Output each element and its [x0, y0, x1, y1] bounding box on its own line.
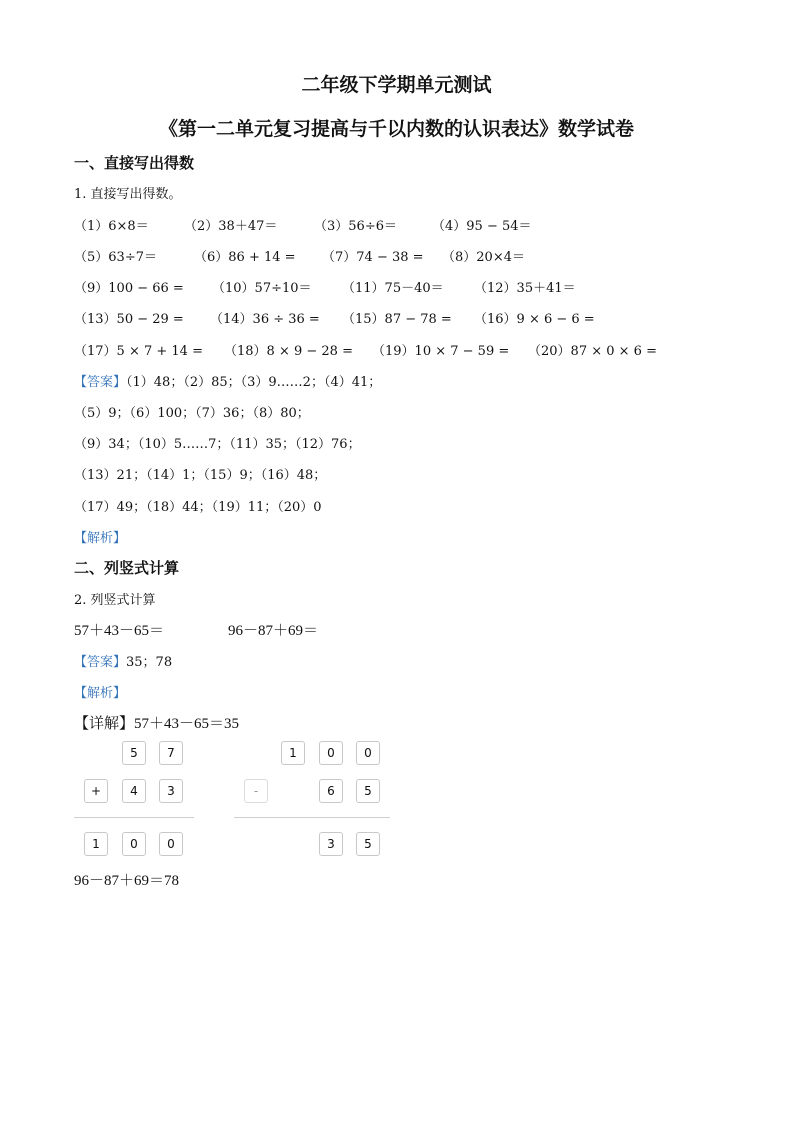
answer-line-1 [74, 371, 381, 390]
digit-box: 0 [122, 832, 146, 856]
answer-line-2: （5）9；（6）100；（7）36；（8）80； [74, 406, 310, 421]
answer-text-1: （1）48；（2）85；（3）9……2；（4）41； [126, 375, 382, 390]
digit-box: 0 [356, 741, 380, 765]
problem-2: （2）38＋47＝ [184, 219, 278, 234]
expression-2: 96－87＋69＝ [228, 623, 319, 639]
digit-box: 0 [319, 741, 343, 765]
problem-16: （16）9 × 6 − 6 = [474, 312, 595, 327]
digit-box: 5 [356, 779, 380, 803]
problem-6: （6）86 + 14 = [194, 250, 296, 265]
problem-9: （9）100 − 66 = [74, 281, 184, 296]
digit-box: 5 [356, 832, 380, 856]
answer-line-s2 [74, 651, 172, 670]
answer-text-s2: 35；78 [126, 655, 173, 670]
digit-box: 4 [122, 779, 146, 803]
digit-box: 7 [159, 741, 183, 765]
digit-box: 1 [84, 832, 108, 856]
answer-tag: 【答案】 [74, 375, 127, 390]
digit-box: 5 [122, 741, 146, 765]
digit-box: 3 [319, 832, 343, 856]
problem-17: （17）5 × 7 + 14 = [74, 344, 203, 359]
difference-line [234, 817, 390, 818]
page-subtitle: 《第一二单元复习提高与千以内数的认识表达》数学试卷 [158, 118, 634, 140]
answer-tag-2: 【答案】 [74, 655, 127, 670]
operator-box: - [244, 779, 268, 803]
problem-4: （4）95 − 54＝ [432, 219, 532, 234]
question-2: 2. 列竖式计算 [74, 593, 156, 608]
digit-box: 1 [281, 741, 305, 765]
problem-8: （8）20×4＝ [442, 250, 525, 265]
problem-11: （11）75－40＝ [342, 281, 444, 296]
detail-line [74, 712, 239, 733]
answer-line-3: （9）34；（10）5……7；（11）35；（12）76； [74, 437, 361, 452]
answer-line-5: （17）49；（18）44；（19）11；（20）0 [74, 500, 322, 515]
problem-5: （5）63÷7＝ [74, 250, 157, 265]
detail-tag: 【详解】 [74, 716, 135, 732]
problem-12: （12）35＋41＝ [474, 281, 576, 296]
problem-13: （13）50 − 29 = [74, 312, 184, 327]
problem-14: （14）36 ÷ 36 = [210, 312, 320, 327]
sum-line [74, 817, 194, 818]
analysis-tag-2: 【解析】 [74, 686, 127, 701]
section1-heading: 一、直接写出得数 [74, 154, 195, 172]
problem-18: （18）8 × 9 − 28 = [224, 344, 353, 359]
question-1: 1. 直接写出得数。 [74, 187, 182, 202]
expression-1: 57＋43－65＝ [74, 623, 165, 639]
problem-1: （1）6×8＝ [74, 219, 149, 234]
problem-19: （19）10 × 7 − 59 = [372, 344, 510, 359]
detail-equation: 57＋43－65＝35 [134, 716, 240, 732]
section2-heading: 二、列竖式计算 [74, 559, 180, 577]
operator-box: + [84, 779, 108, 803]
answer-line-4: （13）21；（14）1；（15）9；（16）48； [74, 468, 327, 483]
page-title: 二年级下学期单元测试 [301, 74, 492, 96]
digit-box: 6 [319, 779, 343, 803]
problem-10: （10）57÷10＝ [212, 281, 312, 296]
analysis-tag-1: 【解析】 [74, 531, 127, 546]
problem-7: （7）74 − 38 = [322, 250, 424, 265]
problem-3: （3）56÷6＝ [314, 219, 397, 234]
final-equation: 96－87＋69＝78 [74, 873, 180, 889]
digit-box: 0 [159, 832, 183, 856]
problem-20: （20）87 × 0 × 6 = [528, 344, 657, 359]
digit-box: 3 [159, 779, 183, 803]
problem-15: （15）87 − 78 = [342, 312, 452, 327]
